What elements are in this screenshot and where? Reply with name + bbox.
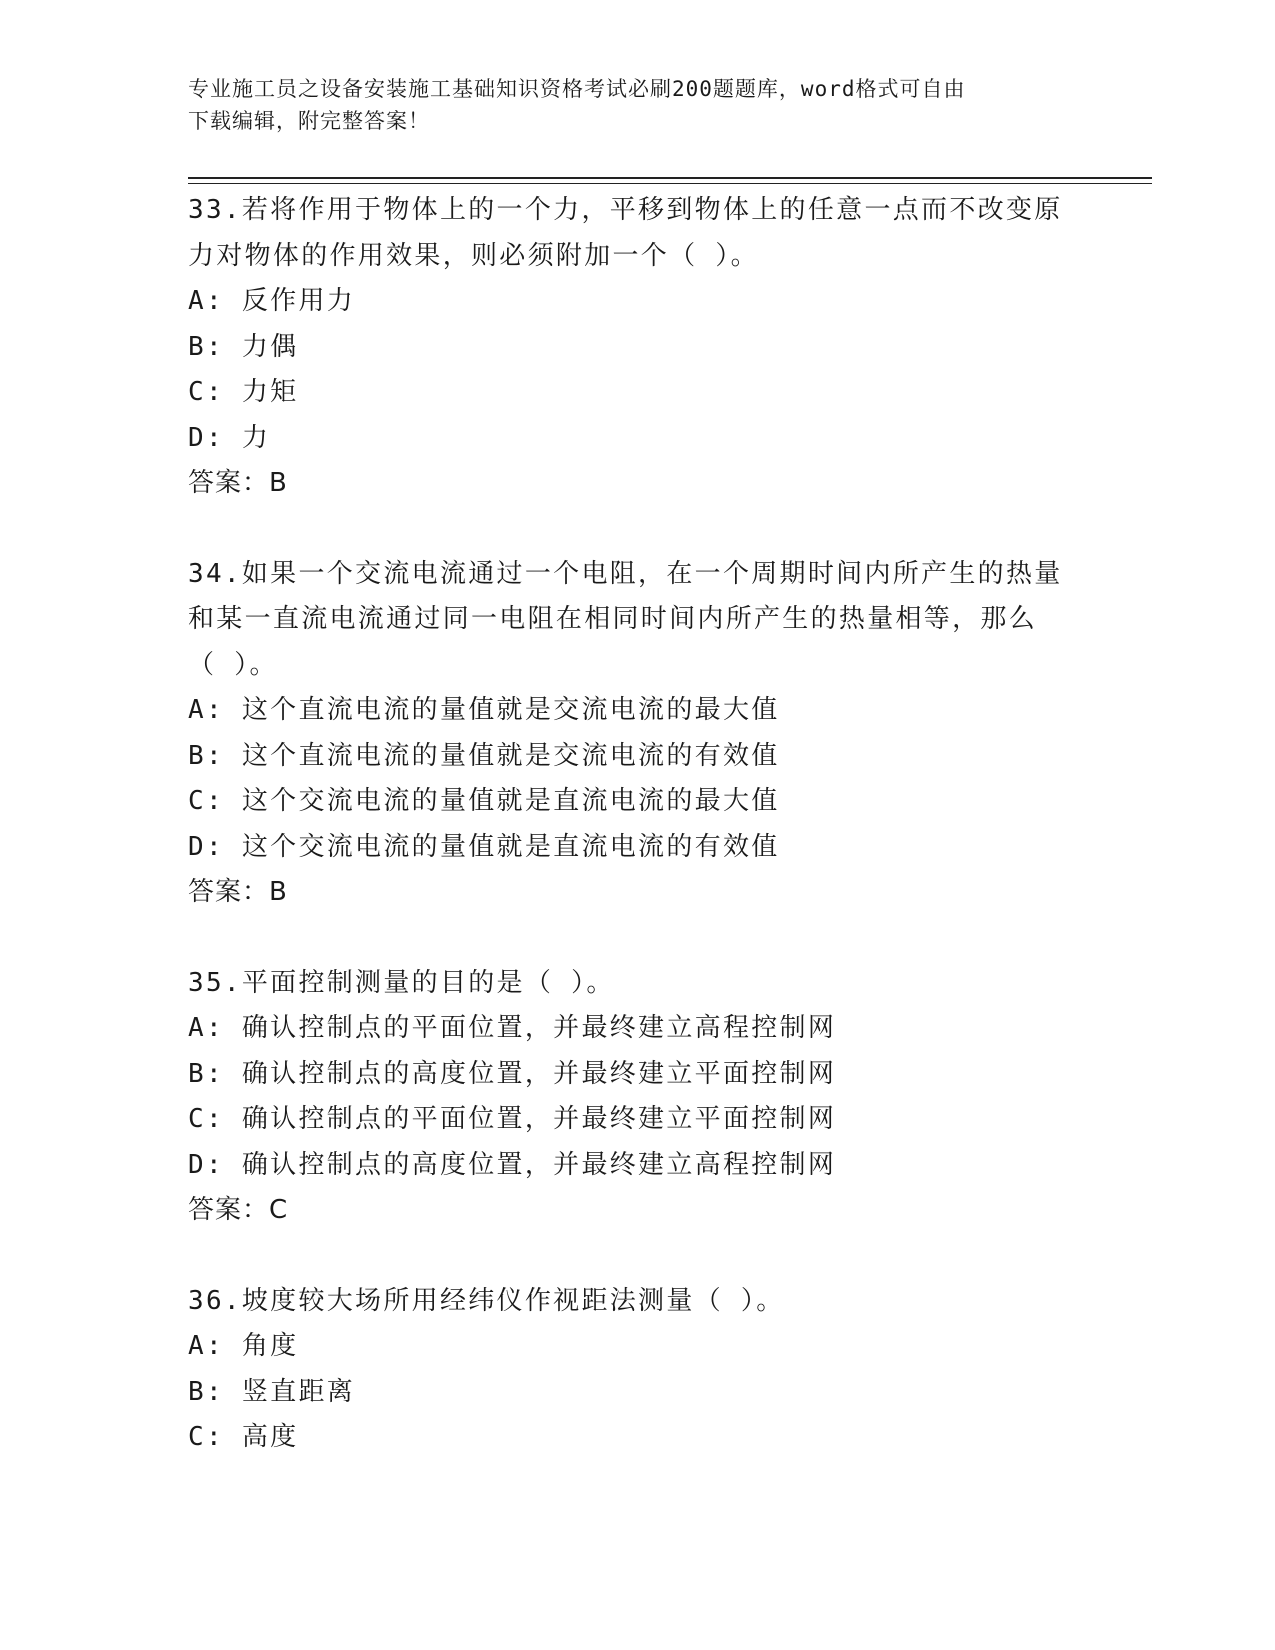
option-a: A: 反作用力: [188, 286, 356, 316]
question-36: [188, 1279, 1088, 1461]
question-35: [188, 961, 1088, 1234]
question-list: [188, 188, 1088, 1506]
question-text-line: 和某一直流电流通过同一电阻在相同时间内所产生的热量相等，那么: [188, 604, 1038, 634]
header-rule-thick: [188, 177, 1152, 179]
option-a: A: 确认控制点的平面位置，并最终建立高程控制网: [188, 1013, 837, 1043]
document-header: [188, 73, 1068, 137]
question-33: [188, 188, 1088, 507]
option-d: D: 力: [188, 422, 271, 453]
question-text-line: 36.坡度较大场所用经纬仪作视距法测量（ ）。: [188, 1285, 785, 1316]
option-d: D: 确认控制点的高度位置，并最终建立高程控制网: [188, 1149, 837, 1180]
header-line-2: 下载编辑，附完整答案！: [188, 109, 430, 133]
option-b: B: 力偶: [188, 331, 299, 362]
answer: 答案：C: [188, 1195, 289, 1225]
answer: 答案：B: [188, 877, 288, 907]
question-text-line: 34.如果一个交流电流通过一个电阻，在一个周期时间内所产生的热量: [188, 558, 1063, 589]
header-rule-thin: [188, 183, 1152, 184]
answer: 答案：B: [188, 468, 288, 498]
option-a: A: 这个直流电流的量值就是交流电流的最大值: [188, 695, 780, 725]
option-b: B: 这个直流电流的量值就是交流电流的有效值: [188, 740, 780, 771]
question-text-line: （ ）。: [188, 649, 278, 680]
option-b: B: 竖直距离: [188, 1376, 356, 1407]
question-34: [188, 552, 1088, 916]
option-c: C: 力矩: [188, 377, 299, 407]
option-a: A: 角度: [188, 1331, 299, 1361]
option-c: C: 这个交流电流的量值就是直流电流的最大值: [188, 786, 780, 816]
option-c: C: 高度: [188, 1422, 299, 1452]
option-c: C: 确认控制点的平面位置，并最终建立平面控制网: [188, 1104, 837, 1134]
question-text-line: 35.平面控制测量的目的是（ ）。: [188, 967, 615, 998]
question-text-line: 33.若将作用于物体上的一个力，平移到物体上的任意一点而不改变原: [188, 195, 1063, 225]
option-d: D: 这个交流电流的量值就是直流电流的有效值: [188, 831, 780, 862]
header-line-1: 专业施工员之设备安装施工基础知识资格考试必刷200题题库，word格式可自由: [188, 77, 966, 101]
question-text-line: 力对物体的作用效果，则必须附加一个（ ）。: [188, 240, 759, 271]
option-b: B: 确认控制点的高度位置，并最终建立平面控制网: [188, 1058, 837, 1089]
